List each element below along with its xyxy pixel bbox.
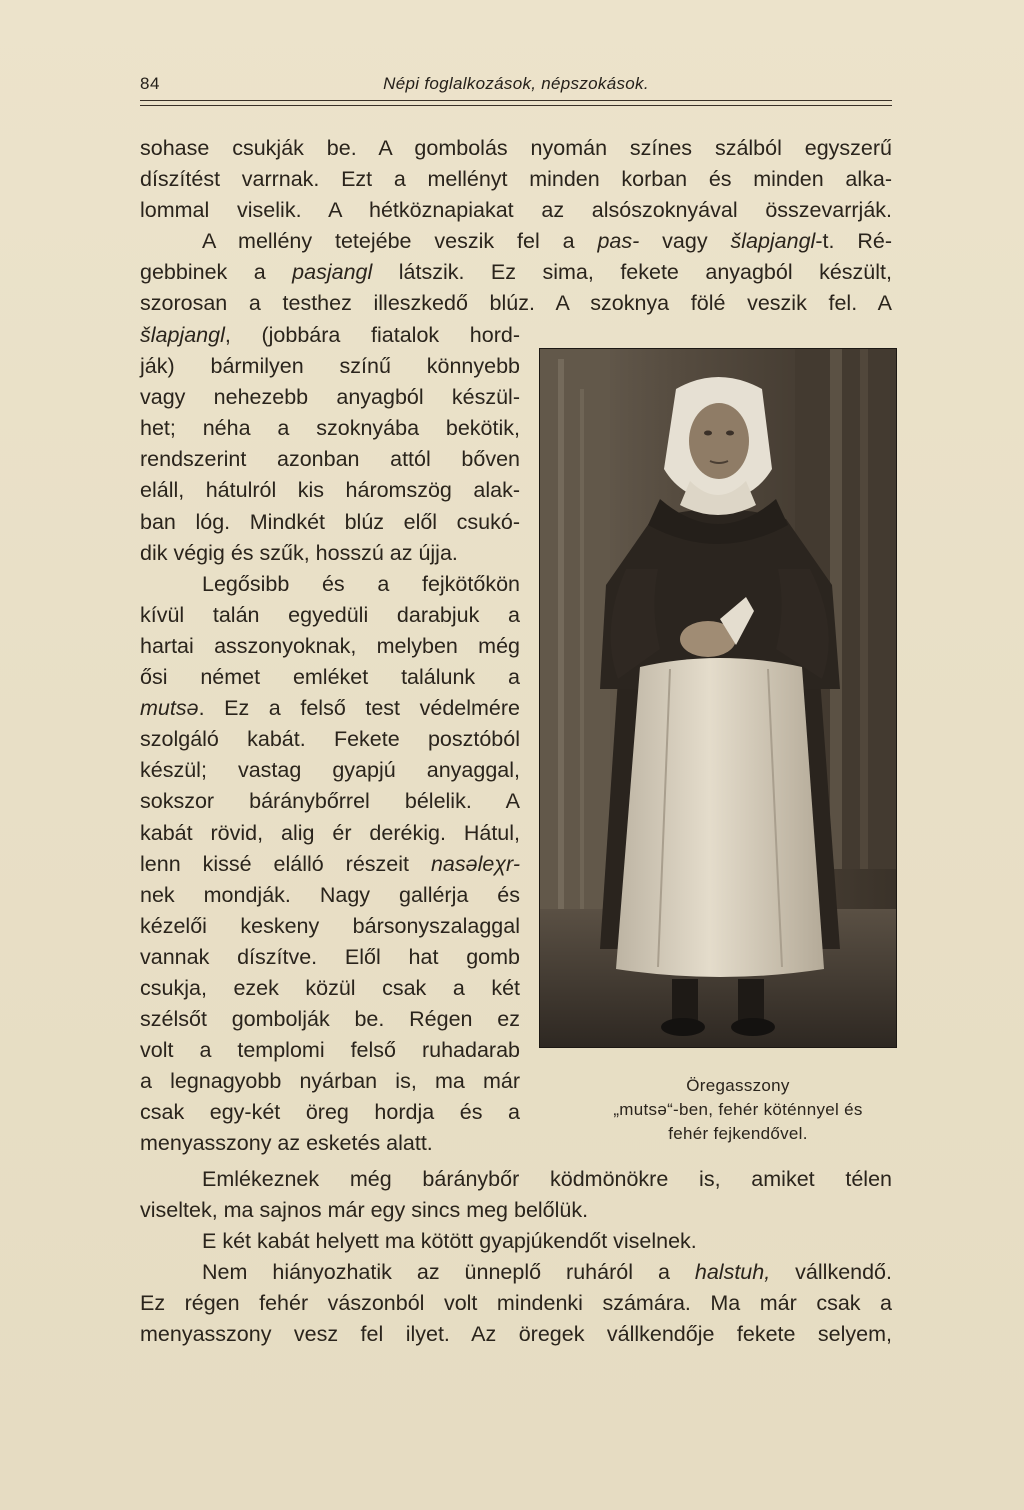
text-line: Legősibb és a fejkötőkön [202, 571, 520, 596]
text-line: nek mondják. Nagy gallérja és [140, 882, 520, 907]
running-title: Népi foglalkozások, népszokások. [383, 74, 649, 93]
text-line: csukja, ezek közül csak a két [140, 975, 520, 1000]
text-line: vagy nehezebb anyagból készül- [140, 385, 520, 410]
text-line: eláll, hátulról kis háromszög alak- [140, 478, 520, 503]
text-line: volt a templomi felső ruhadarab [140, 1038, 520, 1063]
text-line: csak egy-két öreg hordja és a [140, 1100, 520, 1125]
text-line: sokszor báránybőrrel bélelik. A [140, 789, 520, 814]
italic-term: šlapjangl [140, 323, 225, 347]
text-line: gebbinek a pasjangl látszik. Ez sima, fekete anyagból készült, [140, 260, 892, 285]
text-line: díszítést varrnak. Ezt a mellényt minden korban és minden alka- [140, 167, 892, 192]
text-line: dik végig és szűk, hosszú az újja. [140, 540, 458, 565]
text-line: Emlékeznek még báránybőr ködmönökre is, amiket télen [202, 1167, 892, 1191]
text-line: ban lóg. Mindkét blúz elől csukó- [140, 509, 520, 534]
italic-term: pas- [597, 229, 640, 254]
text-line: kézelői keskeny bársonyszalaggal [140, 913, 520, 938]
body-text-bottom [140, 1164, 892, 1351]
italic-term: mutsə [140, 696, 199, 721]
text-line: mutsə. Ez a felső test védelmére [140, 696, 520, 721]
text-line: menyasszony vesz fel ilyet. Az öregek vállkendője fekete selyem, [140, 1322, 892, 1347]
text-line: viseltek, ma sajnos már egy sincs meg belőlük. [140, 1198, 589, 1223]
text-line: šlapjangl, (jobbára fiatalok hord- [140, 323, 520, 347]
italic-term: šlapjangl [730, 229, 816, 254]
text-line: lommal viselik. A hétköznapiakat az alsószoknyával összevarrják. [140, 198, 892, 223]
italic-term: nasəleχr- [430, 851, 520, 876]
text-line: a legnagyobb nyárban is, ma már [140, 1069, 520, 1094]
text-line: E két kabát helyett ma kötött gyapjúkendőt viselnek. [202, 1229, 697, 1254]
text-line: kívül talán egyedüli darabjuk a [140, 602, 520, 627]
photo-caption [538, 1074, 938, 1146]
text-line: menyasszony az esketés alatt. [140, 1131, 433, 1156]
caption-line: „mutsə“-ben, fehér köténnyel és [613, 1100, 863, 1119]
caption-line: Öregasszony [686, 1076, 790, 1095]
photograph-old-woman [539, 348, 897, 1048]
text-line: szorosan a testhez illeszkedő blúz. A szoknya fölé veszik fel. A [140, 291, 892, 316]
text-line: A mellény tetejébe veszik fel a pas- vagy šlapjangl-t. Ré- [202, 229, 892, 254]
page-number: 84 [140, 74, 160, 93]
caption-line: fehér fejkendővel. [668, 1124, 808, 1143]
text-line: sohase csukják be. A gombolás nyomán színes szálból egyszerű [140, 136, 892, 160]
text-line: vannak díszítve. Elől hat gomb [140, 944, 520, 969]
text-line: szolgáló kabát. Fekete posztóból [140, 727, 520, 752]
text-line: lenn kissé elálló részeit nasəleχr- [140, 851, 520, 876]
text-line: Nem hiányozhatik az ünneplő ruháról a halstuh, vállkendő. [202, 1260, 892, 1285]
text-line: Ez régen fehér vászonból volt mindenki számára. Ma már csak a [140, 1291, 892, 1316]
text-line: készül; vastag gyapjú anyaggal, [140, 758, 520, 783]
text-line: hartai asszonyoknak, melyben még [140, 633, 520, 658]
body-text-column [140, 320, 520, 1160]
text-line: kabát rövid, alig ér derékig. Hátul, [140, 820, 520, 845]
text-line: ják) bármilyen színű könnyebb [140, 354, 520, 379]
page-header [140, 74, 892, 100]
header-rule-thin [140, 105, 892, 106]
body-text-top [140, 133, 892, 320]
italic-term: halstuh, [694, 1260, 771, 1285]
header-rule [140, 100, 892, 101]
text-line: rendszerint azonban attól bőven [140, 447, 520, 472]
text-line: szélsőt gombolják be. Régen ez [140, 1007, 520, 1032]
text-line: het; néha a szoknyába bekötik, [140, 416, 520, 441]
italic-term: pasjangl [292, 260, 373, 285]
text-line: ősi német emléket találunk a [140, 665, 520, 690]
